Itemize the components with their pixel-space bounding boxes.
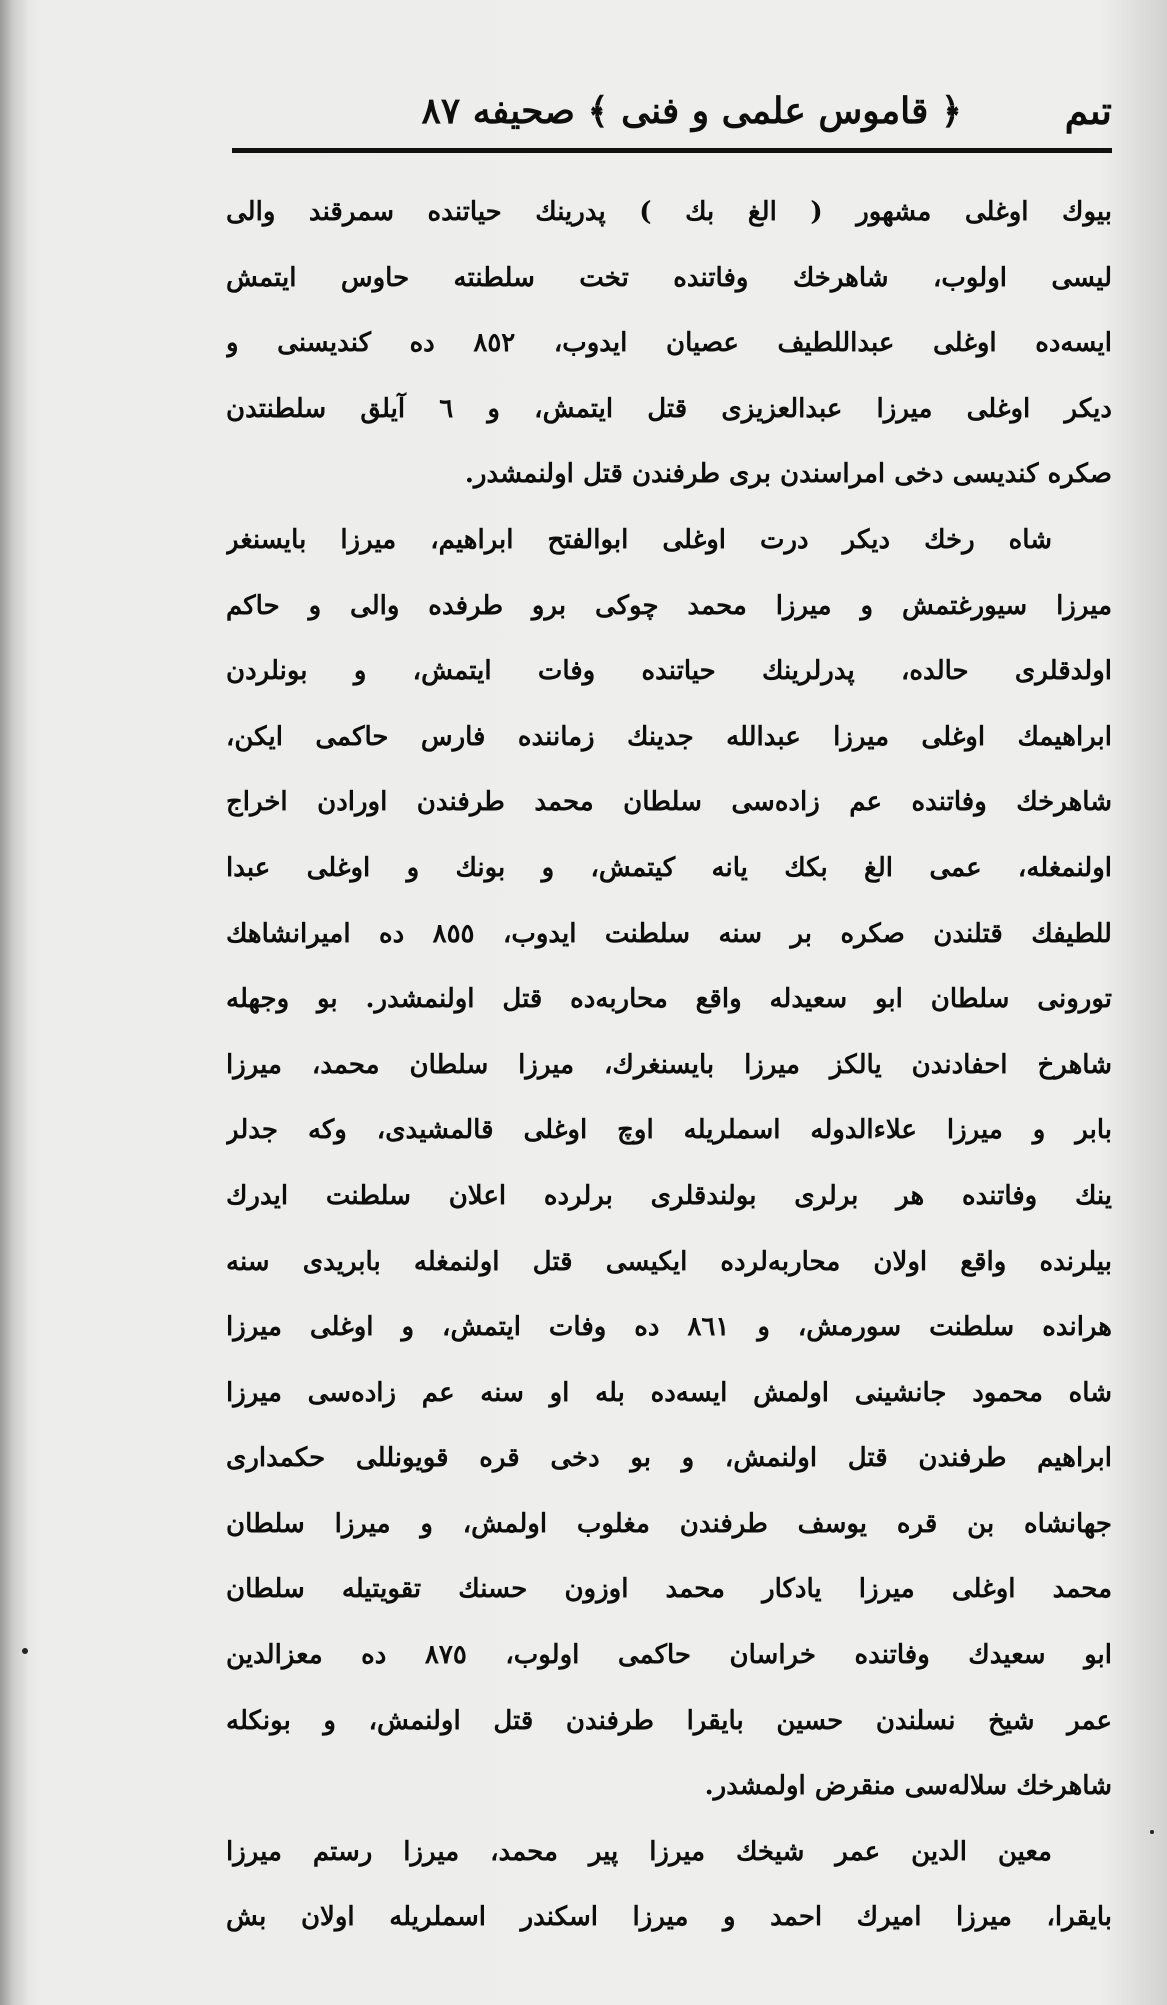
page-header	[232, 78, 1112, 148]
ink-speck	[1150, 1830, 1154, 1834]
text-line: تورونى سلطان ابو سعيدله واقع محاربه‌ده قتل اولنمشدر. بو وجهله	[226, 984, 1112, 1015]
text-line: شاهرخك سلاله‌سى منقرض اولمشدر.	[704, 1771, 1112, 1802]
text-line: بايقرا، ميرزا اميرك احمد و ميرزا اسكندر اسملريله اولان بش	[226, 1902, 1112, 1933]
text-line: بيوك اوغلى مشهور ( الغ بك ) پدرينك حياتنده سمرقند والى	[226, 197, 1112, 227]
header-title: ﴿ قاموس علمى و فنى ﴾ صحيفه ٨٧	[421, 90, 962, 132]
text-line: عمر شيخ نسلندن حسين بايقرا طرفندن قتل اولنمش، و بونكله	[226, 1705, 1112, 1736]
text-line: بيلرنده واقع اولان محاربه‌لرده ايكيسى قتل اولنمغله بابريدى سنه	[226, 1246, 1112, 1277]
text-line: جهانشاه بن قره يوسف طرفندن مغلوب اولمش، و ميرزا سلطان	[226, 1508, 1112, 1539]
text-line: شاه رخك ديكر درت اوغلى ابوالفتح ابراهيم، ميرزا بايسنغر	[226, 524, 1052, 555]
text-line: ميرزا سيورغتمش و ميرزا محمد چوكى برو طرفده والى و حاكم	[226, 590, 1112, 621]
text-line: محمد اوغلى ميرزا يادكار محمد اوزون حسنك تقويتيله سلطان	[226, 1574, 1112, 1605]
text-line: ابو سعيدك وفاتنده خراسان حاكمى اولوب، ٨٧٥ ده معزالدين	[226, 1640, 1112, 1671]
body-text	[226, 180, 1112, 1980]
text-line: ابراهيمك اوغلى ميرزا عبدالله جدينك زماننده فارس حاكمى ايكن،	[226, 721, 1112, 752]
text-line: اولدقلرى حالده، پدرلرينك حياتنده وفات ايتمش، و بونلردن	[226, 656, 1112, 687]
header-rule	[232, 148, 1112, 153]
text-line: اولنمغله، عمى الغ بكك يانه كيتمش، و بونك و اوغلى عبدا	[226, 852, 1112, 883]
text-line: ينك وفاتنده هر برلرى بولندقلرى برلرده اعلان سلطنت ايدرك	[226, 1180, 1112, 1211]
text-line: شاهرخك وفاتنده عم زاده‌سى سلطان محمد طرفندن اورادن اخراج	[226, 787, 1112, 818]
text-line: ليسى اولوب، شاهرخك وفاتنده تخت سلطنته حاوس ايتمش	[226, 262, 1112, 293]
text-line: للطيفك قتلندن صكره بر سنه سلطنت ايدوب، ٨٥٥ ده اميرانشاهك	[226, 918, 1112, 949]
ink-speck	[22, 1648, 28, 1654]
text-line: شاه محمود جانشينى اولمش ايسه‌ده بله او سنه عم زاده‌سى ميرزا	[226, 1377, 1112, 1408]
text-line: بابر و ميرزا علاءالدوله اسملريله اوچ اوغلى قالمشيدى، وكه جدلر	[226, 1115, 1112, 1146]
text-line: ايسه‌ده اوغلى عبداللطيف عصيان ايدوب، ٨٥٢ ده كنديسنى و	[226, 328, 1112, 359]
text-line: ديكر اوغلى ميرزا عبدالعزيزى قتل ايتمش، و ٦ آيلق سلطنتدن	[226, 393, 1112, 424]
text-line: شاهرخ احفادندن يالكز ميرزا بايسنغرك، ميرزا سلطان محمد، ميرزا	[226, 1049, 1112, 1080]
page-edge-shadow	[0, 0, 28, 2005]
text-line: معين الدين عمر شيخك ميرزا پير محمد، ميرزا رستم ميرزا	[226, 1836, 1052, 1867]
text-line: هرانده سلطنت سورمش، و ٨٦١ ده وفات ايتمش، و اوغلى ميرزا	[226, 1312, 1112, 1343]
running-title: تىم	[1064, 88, 1112, 133]
text-line: ابراهيم طرفندن قتل اولنمش، و بو دخى قره قويونللى حكمدارى	[226, 1443, 1112, 1474]
text-line: صكره كنديسى دخى امراسندن برى طرفندن قتل اولنمشدر.	[464, 459, 1112, 490]
